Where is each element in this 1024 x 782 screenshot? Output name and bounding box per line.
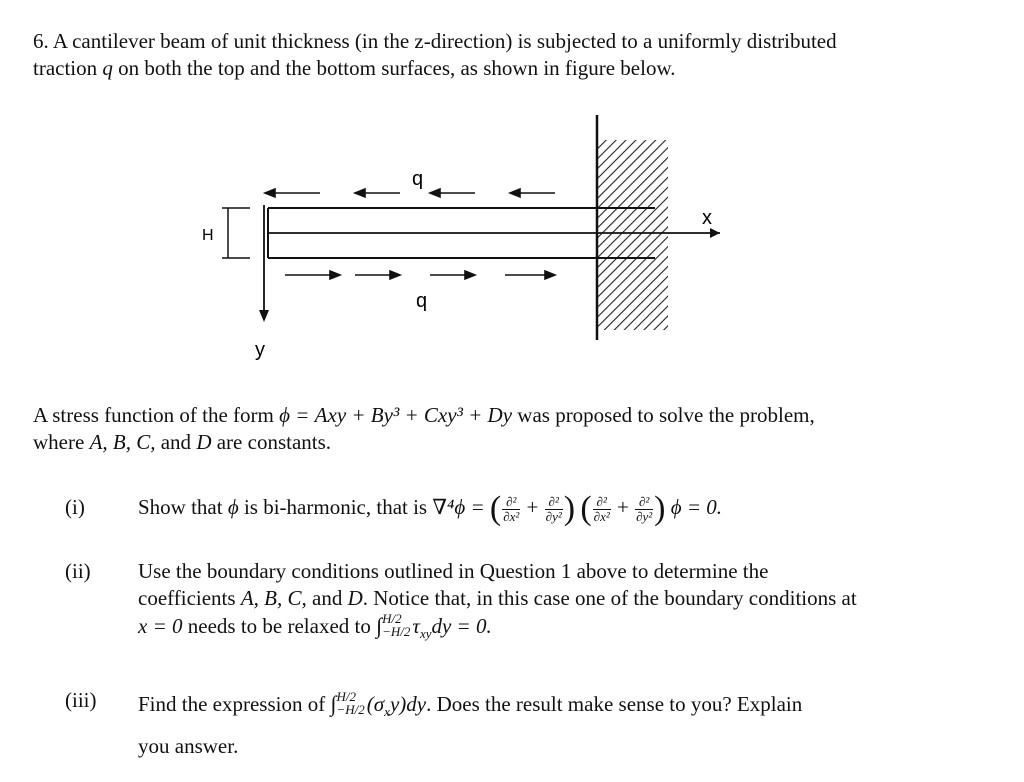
paren-open-2: ( (580, 490, 592, 528)
integral-limits-1: H/2 −H/2 (382, 611, 411, 640)
bottom-traction-arrows (285, 271, 555, 279)
question-intro (33, 28, 973, 82)
fixed-wall (598, 140, 668, 330)
part-ii-x0: x = 0 (138, 614, 183, 638)
part-i-nabla: ∇⁴ϕ = (432, 495, 485, 519)
stress-fn-where: where (33, 430, 85, 454)
label-q-top: q (412, 168, 424, 190)
part-iii-pre: Find the expression of (138, 692, 326, 716)
sigma-symbol: (σ (366, 692, 385, 716)
symbol-q: q (102, 56, 113, 80)
frac-d2dy2-2: $\frac{\text{∂²}}{\text{∂y²}}$ (636, 493, 653, 524)
part-ii-line3-post: dy = 0. (431, 614, 492, 638)
part-i-label: (i) (65, 495, 85, 519)
stress-fn-constants: A, B, C, (89, 430, 156, 454)
cantilever-beam-figure (190, 110, 710, 370)
intro-line-2-post: on both the top and the bottom surfaces, as shown in figure below. (118, 56, 676, 80)
stress-fn-and: and (160, 430, 192, 454)
part-ii-d: D (347, 586, 363, 610)
integral-limits-2: H/2 −H/2 (336, 689, 365, 718)
label-H: H (202, 227, 214, 244)
part-ii-relaxed: needs to be relaxed to (187, 614, 371, 638)
plus-1: + (526, 495, 539, 519)
tau-symbol: τ (412, 614, 420, 638)
x-axis-arrowhead (710, 228, 720, 238)
part-iii-line1-post: . Does the result make sense to you? Explain (426, 692, 803, 716)
part-ii-line2-pre: coefficients (138, 586, 236, 610)
part-iii-text (138, 687, 968, 763)
frac-d2dx2-1: $\frac{\text{∂²}}{\text{∂x²}}$ (503, 493, 520, 524)
paren-open-1: ( (489, 490, 502, 528)
tau-subscript: xy (419, 626, 432, 642)
frac-d2dy2-1: $\frac{\text{∂²}}{\text{∂y²}}$ (545, 493, 562, 524)
part-i-pre: Show that (138, 495, 223, 519)
x-axis-label: x (702, 207, 712, 229)
part-iii-line2: you answer. (138, 734, 239, 759)
stress-fn-post: was proposed to solve the problem, (517, 403, 815, 427)
label-q-bottom: q (416, 290, 428, 312)
part-ii-line1: Use the boundary conditions outlined in Question 1 above to determine the (138, 559, 769, 583)
integral-sign-1: ∫ (376, 613, 383, 638)
stress-fn-equation: ϕ = Axy + By³ + Cxy³ + Dy (279, 403, 513, 427)
stress-fn-pre: A stress function of the form (33, 403, 274, 427)
paren-close-2: ) (654, 490, 666, 528)
part-ii-label: (ii) (65, 559, 91, 583)
sigma-subscript: x (384, 704, 390, 720)
stress-fn-line2-post: are constants. (216, 430, 332, 454)
part-ii-line2-post: . Notice that, in this case one of the boundary conditions at (362, 586, 857, 610)
part-i-tail: ϕ = 0. (670, 495, 723, 519)
stress-function-statement (33, 402, 973, 456)
y-axis-label: y (255, 339, 265, 361)
paren-close-1: ) (563, 490, 576, 528)
part-iii-integrand-post: y)dy (389, 692, 427, 716)
intro-line-2-pre: traction (33, 56, 98, 80)
part-i-mid: is bi-harmonic, that is (243, 495, 428, 519)
part-ii-text (138, 558, 968, 647)
question-number: 6. (33, 29, 49, 53)
plus-2: + (616, 495, 629, 519)
part-i-phi: ϕ (227, 495, 239, 519)
intro-line-1: A cantilever beam of unit thickness (in the z-direction) is subjected to a uniformly distributed (52, 29, 837, 53)
integral-sign-2: ∫ (330, 691, 337, 716)
part-ii-consts: A, B, C, (240, 586, 307, 610)
y-axis-arrowhead (259, 310, 269, 322)
frac-d2dx2-2: $\frac{\text{∂²}}{\text{∂x²}}$ (593, 493, 610, 524)
part-iii-label: (iii) (65, 688, 97, 712)
top-traction-arrows (265, 189, 555, 197)
part-i-text (138, 490, 968, 528)
stress-fn-constant-d: D (196, 430, 212, 454)
part-ii-and: and (312, 586, 343, 610)
